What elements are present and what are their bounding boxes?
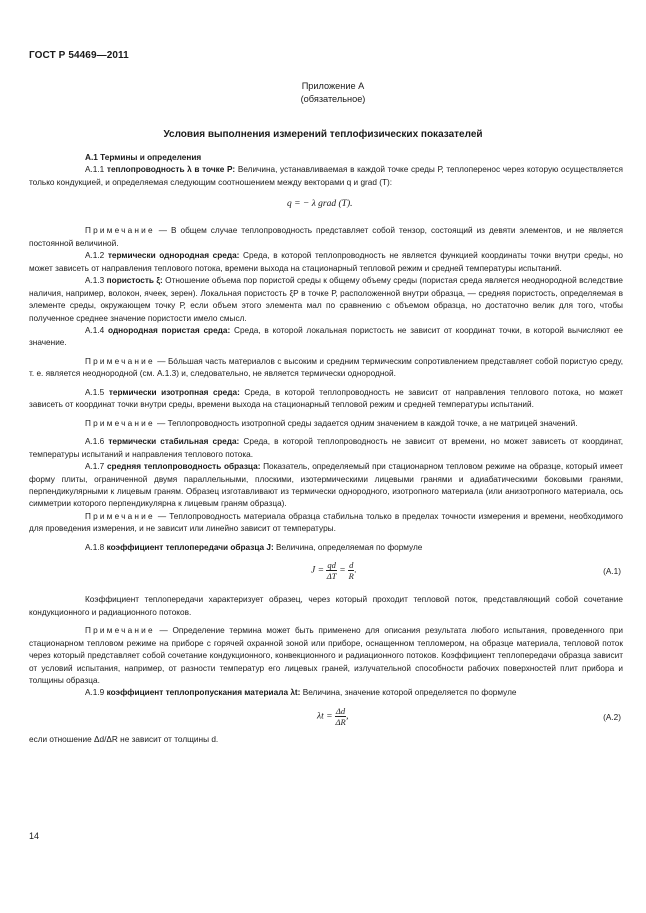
- section-title: Условия выполнения измерений теплофизических показателей: [163, 129, 483, 140]
- note-4: Примечание — Теплопроводность материала образца стабильна только в пределах точности измерения и времени, необходимого для проведения измерения, и не зависит или линейно зависит от температуры.: [29, 511, 623, 534]
- formula-heat-flux: [29, 189, 623, 219]
- formula-a1-expression: J = $\frac{qd}{\Delta T}$ = $\frac{d}{R}$ .: [311, 560, 357, 582]
- paragraph-a1-9: А.1.9 коэффициент теплопропускания материала λt: Величина, значение которой определяется по формуле: [85, 688, 517, 698]
- appendix-status: (обязательное): [300, 93, 366, 104]
- fraction-qd-dt: $\frac{qd}{\Delta T}$: [326, 560, 337, 582]
- subsection-heading: А.1 Термины и определения: [85, 153, 202, 162]
- appendix-title: [0, 80, 646, 105]
- paragraph-a1-7: А.1.7 средняя теплопроводность образца: Показатель, определяемый при стационарном тепловом режиме на образце, который имеет форму плиты, ограниченной двумя параллельными, плоскими, изотермическими лицевыми гранями и адиабатическими боковыми гранями, перпендикулярными к лицевым граням. Образец изготавливают из термически однородного, изотропного материала (или анизотропного материала, ось симметрии которого перпендикулярна к лицевым граням образца).: [29, 462, 623, 509]
- document-body: [29, 152, 623, 746]
- fraction-d-r: $\frac{d}{R}$: [348, 560, 354, 582]
- note-2: Примечание — Бóльшая часть материалов с высоким и средним термическим сопротивлением представляет собой пористую среду, т. е. является неоднородной (см. А.1.3) и, следовательно, не является термически однородной.: [29, 356, 623, 379]
- paragraph-a1-2: А.1.2 термически однородная среда: Среда, в которой теплопроводность не является функцией координаты точки внутри среды, но может зависеть от направления теплового потока, времени выхода на стационарный тепловой режим и средней температуры испытаний.: [29, 251, 623, 273]
- appendix-label: Приложение А: [301, 81, 365, 91]
- paragraph-ratio: если отношение Δd/ΔR не зависит от толщины d.: [29, 734, 219, 744]
- formula-expression: q = − λ grad (T).: [287, 199, 353, 210]
- paragraph-a1-4: А.1.4 однородная пористая среда: Среда, в которой локальная пористость не зависит от координат точки, в которой вычисляют ее значение.: [29, 325, 623, 348]
- formula-number: (А.1): [603, 567, 621, 577]
- paragraph-a1-8: А.1.8 коэффициент теплопередачи образца J: Величина, определяемая по формуле: [85, 542, 423, 552]
- term: теплопроводность λ в точке Р:: [106, 165, 236, 175]
- formula-a2-expression: λt = $\frac{\Delta d}{\Delta R}$ ,: [317, 705, 349, 727]
- fraction-dd-dr: $\frac{\Delta d}{\Delta R}$: [335, 705, 346, 727]
- standard-header: ГОСТ Р 54469—2011: [29, 50, 129, 61]
- paragraph-transfer: Коэффициент теплопередачи характеризует образец, через который проходит тепловой поток, представляющий собой сочетание кондукционного и радиационного потоков.: [29, 595, 623, 617]
- paragraph-a1-3: А.1.3 пористость ξ: Отношение объема пор пористой среды к общему объему среды (пористая среда является неоднородной вследствие наличия, например, волокон, ячеек, зерен). Локальная пористость ξP в точке Р, расположенной внутри образца, — средняя пористость, определяемая в элементе среды, окружающем точку Р, если объем этого элемента мал по сравнению с объемом образца, но достаточно велик для того, чтобы полученное среднее значение пористости имело смысл.: [29, 276, 624, 323]
- formula-a2: [29, 700, 623, 734]
- paragraph-a1-6: А.1.6 термически стабильная среда: Среда, в которой теплопроводность не зависит от времени, но может зависеть от координат, температуры испытаний и направления теплового потока.: [29, 437, 624, 459]
- formula-a1: [29, 554, 623, 588]
- note-1: Примечание — В общем случае теплопроводность представляет собой тензор, состоящий из девяти элементов, и не является постоянной величиной.: [29, 226, 623, 248]
- paragraph-a1-5: А.1.5 термически изотропная среда: Среда, в которой теплопроводность не зависит от направления теплового потока, но может зависеть от координат точки внутри среды, времени выхода на стационарный тепловой режим и средней температуры испытаний.: [29, 387, 623, 410]
- formula-number: (А.2): [603, 712, 621, 722]
- note-5: Примечание — Определение термина может быть применено для описания результата любого испытания, проведенного при стационарном тепловом режиме на приборе с горячей охранной зоной или приборе, оснащенном тепломером, на образце материала, тепловой поток через который представляет собой сочетание кондукционного, конвекционного и радиационного потоков. Коэффициент теплопередачи образца зависит от условий испытания, например, от разности температур его лицевых граней, излучательной способности рабочих поверхностей плит прибора и толщины образца.: [29, 626, 623, 685]
- note-3: Примечание — Теплопроводность изотропной среды задается одним значением в каждой точке, а не матрицей значений.: [85, 418, 578, 428]
- paragraph-a1-1: А.1.1 теплопроводность λ в точке Р: Величина, устанавливаемая в каждой точке среды Р, теплоперенос через которую осуществляется только кондукцией, и определяемая следующим соотношением между векторами q и grad (Т):: [29, 165, 623, 187]
- page-number: 14: [29, 831, 40, 841]
